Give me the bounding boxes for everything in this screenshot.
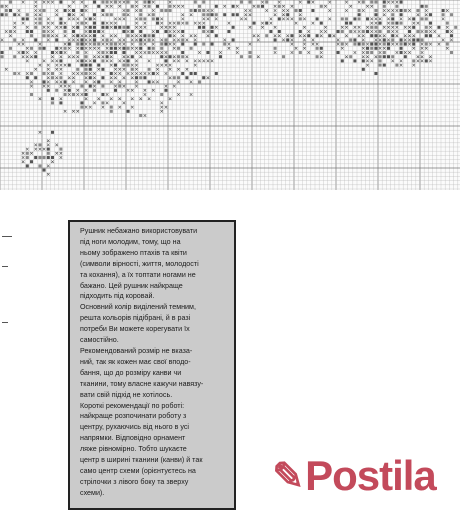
text-line: схеми). — [80, 488, 105, 497]
text-line: ньому зображено птахів та квіти — [80, 248, 187, 257]
cross-stitch-pattern-chart — [0, 0, 460, 190]
text-line: напрямки. Відповідно орнамент — [80, 434, 186, 443]
edge-mark — [2, 236, 12, 237]
text-line: потреби Ви можете корегувати їх — [80, 325, 190, 334]
text-line: підходить під коровай. — [80, 292, 155, 301]
text-line: центру, рухаючись від нього в усі — [80, 423, 190, 432]
paragraph-size — [80, 346, 229, 401]
text-line: найкраще розпочинати роботу з — [80, 412, 187, 421]
text-line: (символи вірності, життя, молодості — [80, 259, 199, 268]
paragraph-colors — [80, 302, 229, 346]
left-edge-marks — [0, 226, 18, 466]
postila-watermark — [248, 436, 460, 516]
text-line: самостійно. — [80, 336, 119, 345]
pattern-grid — [0, 0, 460, 190]
text-line: Короткі рекомендації по роботі: — [80, 401, 185, 410]
text-line: решта кольорів підібрані, й в разі — [80, 314, 191, 323]
text-line: бажано. Цей рушник найкраще — [80, 281, 183, 290]
edge-mark — [2, 322, 8, 323]
text-line: Основний колір виділений темним, — [80, 303, 196, 312]
watermark-brand-text: Postila — [305, 452, 436, 499]
text-line: бання, що до розміру канви чи — [80, 368, 182, 377]
text-line: стрілочки з лівого боку та зверху — [80, 477, 189, 486]
paragraph-recommendations — [80, 401, 229, 499]
text-line: ний, так як кожен має свої вподо- — [80, 357, 191, 366]
text-line: під ноги молодим, тому, що на — [80, 237, 181, 246]
edge-mark — [2, 266, 8, 267]
text-line: Рекомендований розмір не вказа- — [80, 346, 193, 355]
postila-logo-icon: ✎ — [272, 455, 304, 498]
text-line: само центр схеми (орієнтуєтесь на — [80, 466, 196, 475]
paragraph-intro — [80, 226, 229, 302]
text-line: Рушник небажано використовувати — [80, 227, 198, 235]
text-line: центр в ширині тканини (канви) й так — [80, 456, 203, 465]
text-line: та кохання), а їх топтати ногами не — [80, 270, 196, 279]
instructions-text-box — [68, 220, 236, 510]
text-line: ляже рівномірно. Тобто шукаєте — [80, 445, 187, 454]
text-line: тканини, тому власне кажучи навязу- — [80, 379, 204, 388]
text-line: вати свій підхід не хотілось. — [80, 390, 173, 399]
